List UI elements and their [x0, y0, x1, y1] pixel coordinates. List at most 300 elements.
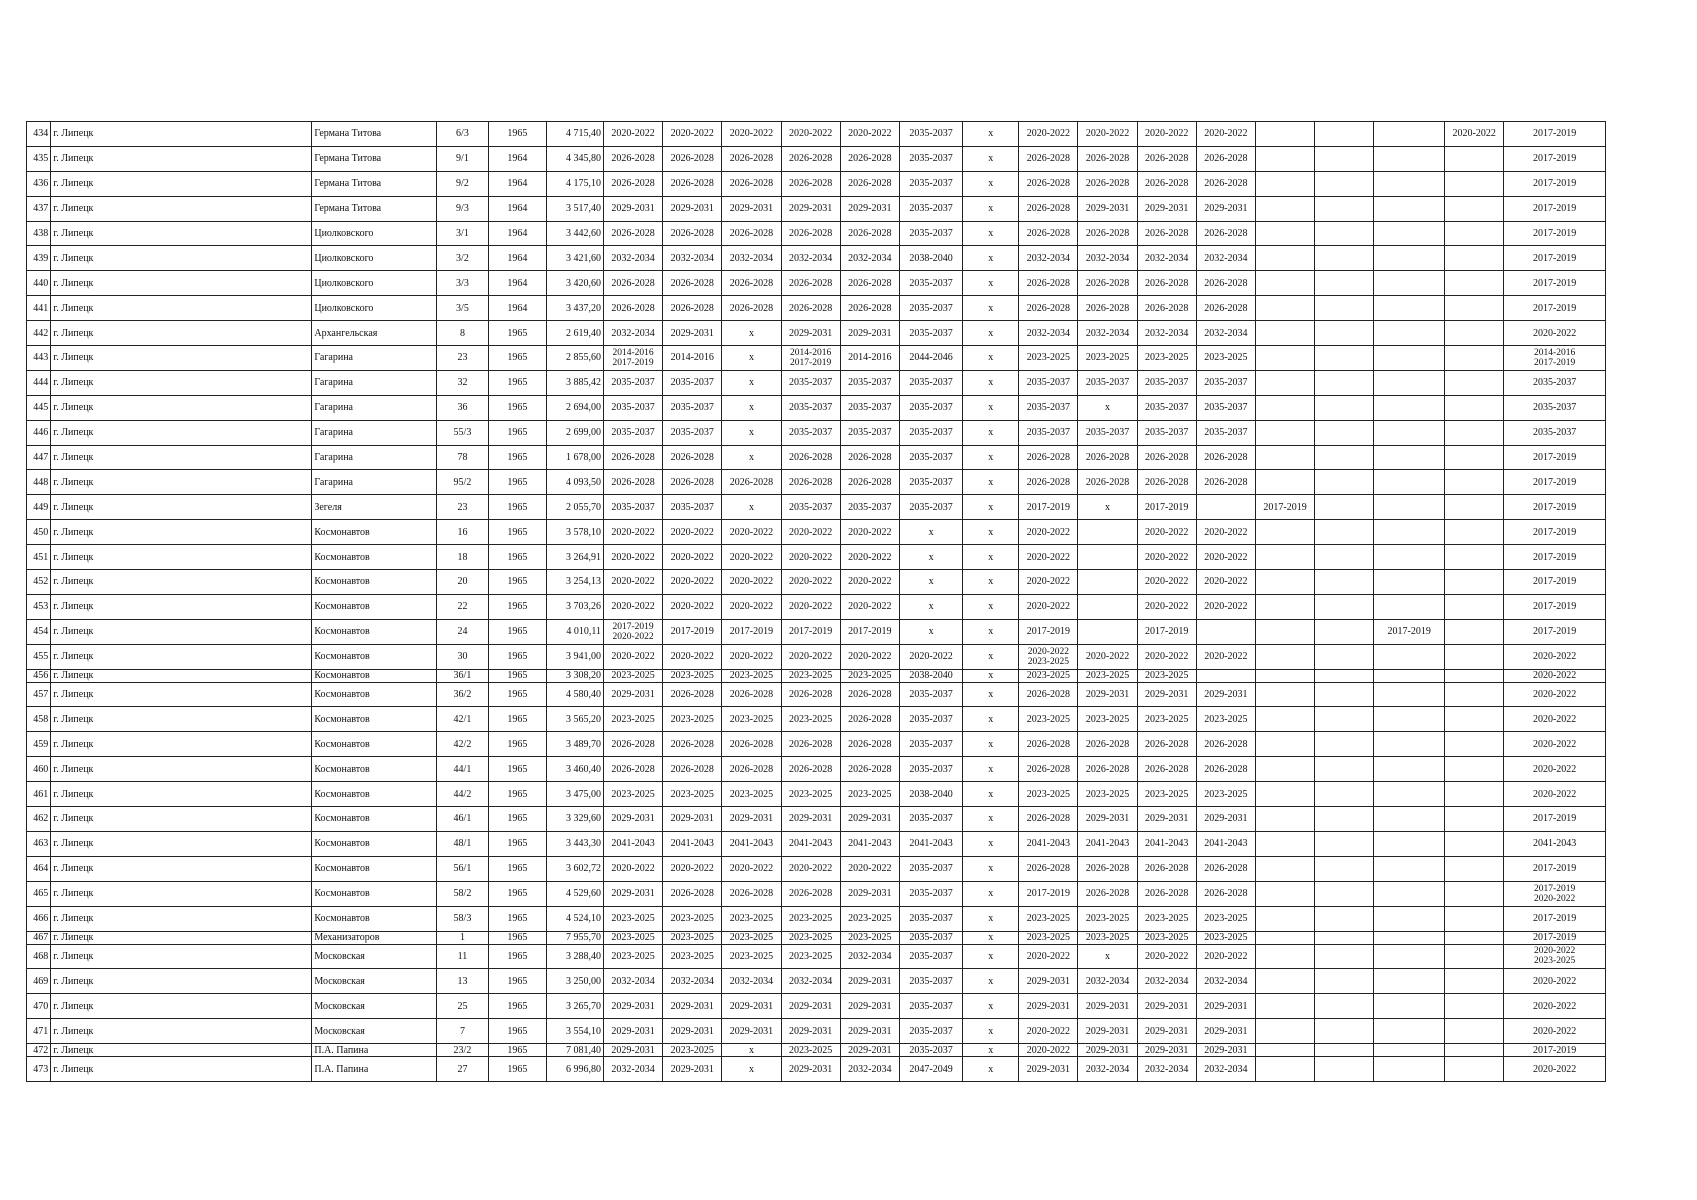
period-cell — [1445, 370, 1504, 395]
house-number-cell: 8 — [437, 321, 489, 346]
period-cell — [1445, 994, 1504, 1019]
area-cell: 3 288,40 — [546, 944, 603, 969]
house-number-cell: 3/1 — [437, 221, 489, 246]
period-cell: х — [1078, 944, 1137, 969]
area-cell: 3 554,10 — [546, 1019, 603, 1044]
period-cell — [1445, 445, 1504, 470]
house-number-cell: 42/1 — [437, 707, 489, 732]
period-cell — [1315, 707, 1374, 732]
period-cell: 2023-2025 — [663, 782, 722, 807]
period-cell: 2026-2028 — [663, 682, 722, 707]
period-cell: 2047-2049 — [899, 1057, 962, 1082]
area-cell: 4 580,40 — [546, 682, 603, 707]
build-year-cell: 1965 — [488, 1019, 546, 1044]
street-cell: Германа Титова — [312, 122, 437, 147]
period-cell: 2029-2031 — [1137, 807, 1196, 832]
row-number-cell: 459 — [27, 732, 51, 757]
build-year-cell: 1964 — [488, 271, 546, 296]
period-cell: 2026-2028 — [1019, 807, 1078, 832]
street-cell: Циолковского — [312, 221, 437, 246]
period-cell: х — [722, 321, 781, 346]
build-year-cell: 1964 — [488, 171, 546, 196]
row-number-cell: 440 — [27, 271, 51, 296]
period-cell: 2035-2037 — [840, 395, 899, 420]
period-cell — [1374, 831, 1445, 856]
row-number-cell: 445 — [27, 395, 51, 420]
area-cell: 3 442,60 — [546, 221, 603, 246]
period-cell — [1374, 420, 1445, 445]
period-cell: х — [963, 807, 1019, 832]
table-row — [27, 757, 1606, 782]
period-cell: 2020-2022 — [722, 122, 781, 147]
area-cell: 2 855,60 — [546, 346, 603, 371]
period-cell: х — [963, 682, 1019, 707]
row-number-cell: 469 — [27, 969, 51, 994]
period-cell: 2026-2028 — [604, 470, 663, 495]
period-cell: х — [899, 619, 962, 644]
build-year-cell: 1965 — [488, 669, 546, 682]
period-cell: 2041-2043 — [1078, 831, 1137, 856]
period-cell: 2020-2022 — [1137, 520, 1196, 545]
street-cell: Космонавтов — [312, 881, 437, 906]
period-cell: 2026-2028 — [1078, 470, 1137, 495]
period-cell — [1315, 171, 1374, 196]
period-cell: 2029-2031 — [1137, 1044, 1196, 1057]
period-cell: 2041-2043 — [1504, 831, 1606, 856]
period-cell: 2029-2031 — [604, 994, 663, 1019]
period-cell — [1315, 321, 1374, 346]
table-row — [27, 881, 1606, 906]
row-number-cell: 451 — [27, 545, 51, 570]
period-cell: 2017-2019 — [1137, 495, 1196, 520]
area-cell: 3 460,40 — [546, 757, 603, 782]
period-cell — [1374, 122, 1445, 147]
period-cell — [1374, 495, 1445, 520]
period-cell: 2020-2022 — [781, 570, 840, 595]
period-cell: 2026-2028 — [840, 146, 899, 171]
period-cell: 2020-2022 — [1504, 732, 1606, 757]
period-cell: х — [963, 732, 1019, 757]
row-number-cell: 441 — [27, 296, 51, 321]
period-cell: 2017-2019 2020-2022 — [604, 619, 663, 644]
build-year-cell: 1965 — [488, 370, 546, 395]
period-cell — [1374, 994, 1445, 1019]
house-number-cell: 78 — [437, 445, 489, 470]
period-cell: 2035-2037 — [781, 395, 840, 420]
house-number-cell: 18 — [437, 545, 489, 570]
period-cell: 2029-2031 — [1137, 1019, 1196, 1044]
table-row — [27, 944, 1606, 969]
period-cell: 2020-2022 — [604, 594, 663, 619]
period-cell: х — [963, 969, 1019, 994]
table-row — [27, 370, 1606, 395]
period-cell: х — [963, 931, 1019, 944]
period-cell: 2026-2028 — [1137, 271, 1196, 296]
period-cell — [1374, 370, 1445, 395]
period-cell: 2026-2028 — [781, 221, 840, 246]
period-cell — [1315, 221, 1374, 246]
period-cell — [1374, 969, 1445, 994]
street-cell: Космонавтов — [312, 906, 437, 931]
period-cell: 2041-2043 — [1019, 831, 1078, 856]
house-number-cell: 16 — [437, 520, 489, 545]
row-number-cell: 452 — [27, 570, 51, 595]
period-cell: 2026-2028 — [1196, 856, 1255, 881]
period-cell: х — [722, 1057, 781, 1082]
period-cell: 2026-2028 — [1078, 757, 1137, 782]
build-year-cell: 1965 — [488, 445, 546, 470]
period-cell — [1315, 271, 1374, 296]
period-cell: х — [963, 570, 1019, 595]
period-cell — [1255, 931, 1314, 944]
city-cell: г. Липецк — [51, 994, 312, 1019]
period-cell: 2026-2028 — [663, 296, 722, 321]
period-cell: 2023-2025 — [663, 931, 722, 944]
table-row — [27, 906, 1606, 931]
row-number-cell: 471 — [27, 1019, 51, 1044]
period-cell — [1315, 1057, 1374, 1082]
period-cell: х — [963, 346, 1019, 371]
period-cell: 2020-2022 — [722, 545, 781, 570]
period-cell: 2029-2031 — [1078, 1044, 1137, 1057]
period-cell: 2023-2025 — [663, 1044, 722, 1057]
period-cell — [1374, 570, 1445, 595]
house-number-cell: 23 — [437, 495, 489, 520]
area-cell: 3 437,20 — [546, 296, 603, 321]
area-cell: 6 996,80 — [546, 1057, 603, 1082]
period-cell — [1445, 271, 1504, 296]
period-cell — [1255, 570, 1314, 595]
period-cell: 2023-2025 — [604, 669, 663, 682]
period-cell: 2023-2025 — [1019, 906, 1078, 931]
period-cell: 2026-2028 — [604, 171, 663, 196]
period-cell — [1315, 445, 1374, 470]
table-row — [27, 420, 1606, 445]
period-cell — [1445, 520, 1504, 545]
build-year-cell: 1965 — [488, 594, 546, 619]
build-year-cell: 1965 — [488, 520, 546, 545]
row-number-cell: 460 — [27, 757, 51, 782]
period-cell: 2029-2031 — [1019, 994, 1078, 1019]
period-cell: 2026-2028 — [1137, 470, 1196, 495]
area-cell: 2 694,00 — [546, 395, 603, 420]
period-cell: 2032-2034 — [840, 246, 899, 271]
period-cell: 2035-2037 — [899, 171, 962, 196]
table-row — [27, 594, 1606, 619]
period-cell — [1255, 757, 1314, 782]
period-cell: 2026-2028 — [1019, 221, 1078, 246]
period-cell: 2041-2043 — [604, 831, 663, 856]
house-number-cell: 9/3 — [437, 196, 489, 221]
area-cell: 2 699,00 — [546, 420, 603, 445]
area-cell: 1 678,00 — [546, 445, 603, 470]
period-cell: 2026-2028 — [781, 881, 840, 906]
row-number-cell: 472 — [27, 1044, 51, 1057]
period-cell: 2020-2022 — [722, 594, 781, 619]
period-cell — [1374, 732, 1445, 757]
period-cell: 2023-2025 — [1078, 906, 1137, 931]
period-cell: 2035-2037 — [899, 944, 962, 969]
period-cell: х — [963, 669, 1019, 682]
period-cell — [1374, 196, 1445, 221]
period-cell — [1445, 644, 1504, 669]
period-cell — [1445, 171, 1504, 196]
period-cell — [1445, 296, 1504, 321]
period-cell: 2023-2025 — [604, 707, 663, 732]
period-cell: 2026-2028 — [1196, 470, 1255, 495]
period-cell: 2023-2025 — [604, 944, 663, 969]
period-cell — [1315, 931, 1374, 944]
period-cell: 2026-2028 — [1019, 470, 1078, 495]
period-cell — [1445, 881, 1504, 906]
period-cell: 2023-2025 — [840, 669, 899, 682]
city-cell: г. Липецк — [51, 271, 312, 296]
table-row — [27, 1044, 1606, 1057]
period-cell: 2026-2028 — [1019, 171, 1078, 196]
period-cell — [1255, 420, 1314, 445]
area-cell: 3 329,60 — [546, 807, 603, 832]
city-cell: г. Липецк — [51, 370, 312, 395]
period-cell — [1374, 944, 1445, 969]
period-cell: 2026-2028 — [1137, 171, 1196, 196]
table-row — [27, 807, 1606, 832]
street-cell: Космонавтов — [312, 757, 437, 782]
street-cell: Гагарина — [312, 346, 437, 371]
period-cell — [1255, 856, 1314, 881]
row-number-cell: 466 — [27, 906, 51, 931]
city-cell: г. Липецк — [51, 445, 312, 470]
period-cell — [1374, 470, 1445, 495]
period-cell: 2026-2028 — [604, 296, 663, 321]
period-cell: 2020-2022 — [781, 520, 840, 545]
period-cell: 2023-2025 — [1019, 707, 1078, 732]
row-number-cell: 442 — [27, 321, 51, 346]
house-number-cell: 55/3 — [437, 420, 489, 445]
build-year-cell: 1965 — [488, 969, 546, 994]
period-cell: 2020-2022 — [1196, 570, 1255, 595]
period-cell — [1445, 1057, 1504, 1082]
period-cell: 2023-2025 — [840, 906, 899, 931]
period-cell: 2023-2025 — [1078, 931, 1137, 944]
period-cell: 2035-2037 — [840, 495, 899, 520]
period-cell: 2029-2031 — [663, 1057, 722, 1082]
period-cell: 2020-2022 — [1504, 707, 1606, 732]
period-cell: 2020-2022 — [722, 856, 781, 881]
build-year-cell: 1965 — [488, 420, 546, 445]
period-cell: 2038-2040 — [899, 669, 962, 682]
city-cell: г. Липецк — [51, 881, 312, 906]
table-row — [27, 520, 1606, 545]
row-number-cell: 470 — [27, 994, 51, 1019]
period-cell — [1255, 881, 1314, 906]
period-cell: 2020-2022 — [840, 545, 899, 570]
period-cell: 2026-2028 — [1196, 296, 1255, 321]
period-cell: 2026-2028 — [604, 732, 663, 757]
period-cell: 2035-2037 — [899, 906, 962, 931]
area-cell: 4 715,40 — [546, 122, 603, 147]
period-cell: 2032-2034 — [1137, 321, 1196, 346]
period-cell: 2023-2025 — [604, 782, 663, 807]
period-cell: 2032-2034 — [604, 321, 663, 346]
period-cell: 2035-2037 — [1019, 370, 1078, 395]
period-cell — [1078, 520, 1137, 545]
street-cell: Гагарина — [312, 445, 437, 470]
period-cell — [1445, 495, 1504, 520]
period-cell: 2020-2022 — [663, 570, 722, 595]
row-number-cell: 461 — [27, 782, 51, 807]
period-cell: 2020-2022 — [604, 122, 663, 147]
period-cell: х — [963, 171, 1019, 196]
house-number-cell: 58/3 — [437, 906, 489, 931]
period-cell: 2020-2022 — [1504, 669, 1606, 682]
period-cell: 2023-2025 — [604, 931, 663, 944]
city-cell: г. Липецк — [51, 619, 312, 644]
period-cell — [1315, 994, 1374, 1019]
table-row — [27, 619, 1606, 644]
period-cell — [1255, 296, 1314, 321]
period-cell: 2029-2031 — [1196, 1019, 1255, 1044]
table-row — [27, 570, 1606, 595]
period-cell: 2023-2025 — [722, 944, 781, 969]
period-cell: 2026-2028 — [1137, 445, 1196, 470]
period-cell — [1255, 246, 1314, 271]
period-cell: 2026-2028 — [1137, 296, 1196, 321]
period-cell — [1445, 669, 1504, 682]
build-year-cell: 1965 — [488, 682, 546, 707]
street-cell: Архангельская — [312, 321, 437, 346]
street-cell: Московская — [312, 969, 437, 994]
period-cell — [1374, 669, 1445, 682]
period-cell — [1374, 757, 1445, 782]
period-cell: 2026-2028 — [663, 881, 722, 906]
city-cell: г. Липецк — [51, 782, 312, 807]
period-cell: х — [963, 782, 1019, 807]
period-cell: 2026-2028 — [1019, 445, 1078, 470]
street-cell: Германа Титова — [312, 146, 437, 171]
street-cell: Космонавтов — [312, 831, 437, 856]
period-cell: 2017-2019 — [1255, 495, 1314, 520]
period-cell: 2020-2022 — [604, 520, 663, 545]
build-year-cell: 1965 — [488, 757, 546, 782]
period-cell: 2017-2019 — [1504, 570, 1606, 595]
period-cell: 2029-2031 — [840, 196, 899, 221]
street-cell: Циолковского — [312, 271, 437, 296]
period-cell: 2035-2037 — [1078, 420, 1137, 445]
period-cell — [1315, 881, 1374, 906]
period-cell: 2020-2022 — [1196, 944, 1255, 969]
period-cell: 2020-2022 — [1137, 570, 1196, 595]
period-cell: 2020-2022 2023-2025 — [1504, 944, 1606, 969]
period-cell: х — [1078, 495, 1137, 520]
period-cell: х — [963, 619, 1019, 644]
house-number-cell: 3/3 — [437, 271, 489, 296]
period-cell — [1315, 732, 1374, 757]
house-number-cell: 36/1 — [437, 669, 489, 682]
period-cell: 2026-2028 — [781, 470, 840, 495]
house-number-cell: 58/2 — [437, 881, 489, 906]
period-cell: 2020-2022 — [1504, 994, 1606, 1019]
period-cell: 2035-2037 — [604, 420, 663, 445]
period-cell: 2029-2031 — [781, 196, 840, 221]
house-number-cell: 1 — [437, 931, 489, 944]
period-cell: 2029-2031 — [1137, 994, 1196, 1019]
period-cell: 2023-2025 — [722, 931, 781, 944]
table-row — [27, 445, 1606, 470]
period-cell: 2035-2037 — [663, 495, 722, 520]
period-cell: 2029-2031 — [604, 682, 663, 707]
period-cell: х — [963, 495, 1019, 520]
period-cell — [1445, 969, 1504, 994]
period-cell — [1196, 669, 1255, 682]
build-year-cell: 1965 — [488, 782, 546, 807]
house-number-cell: 24 — [437, 619, 489, 644]
street-cell: Механизаторов — [312, 931, 437, 944]
area-cell: 2 619,40 — [546, 321, 603, 346]
house-number-cell: 9/2 — [437, 171, 489, 196]
period-cell: 2026-2028 — [840, 757, 899, 782]
period-cell: 2029-2031 — [604, 1019, 663, 1044]
city-cell: г. Липецк — [51, 520, 312, 545]
house-number-cell: 36 — [437, 395, 489, 420]
period-cell: 2035-2037 — [899, 757, 962, 782]
period-cell: 2035-2037 — [781, 370, 840, 395]
table-row — [27, 831, 1606, 856]
period-cell: 2035-2037 — [1504, 420, 1606, 445]
table-row — [27, 346, 1606, 371]
area-cell: 3 703,26 — [546, 594, 603, 619]
period-cell: 2017-2019 — [1137, 619, 1196, 644]
area-cell: 3 602,72 — [546, 856, 603, 881]
street-cell: П.А. Папина — [312, 1044, 437, 1057]
period-cell: 2035-2037 — [899, 296, 962, 321]
period-cell — [1374, 171, 1445, 196]
period-cell: 2038-2040 — [899, 246, 962, 271]
period-cell: 2020-2022 — [1504, 782, 1606, 807]
city-cell: г. Липецк — [51, 732, 312, 757]
period-cell — [1374, 271, 1445, 296]
table-body — [27, 122, 1606, 1082]
period-cell: 2026-2028 — [722, 682, 781, 707]
period-cell: 2029-2031 — [840, 321, 899, 346]
period-cell: х — [1078, 395, 1137, 420]
area-cell: 2 055,70 — [546, 495, 603, 520]
row-number-cell: 457 — [27, 682, 51, 707]
table-row — [27, 470, 1606, 495]
period-cell — [1315, 395, 1374, 420]
period-cell: х — [963, 122, 1019, 147]
period-cell: 2026-2028 — [1078, 271, 1137, 296]
row-number-cell: 467 — [27, 931, 51, 944]
period-cell: 2026-2028 — [604, 757, 663, 782]
period-cell: 2020-2022 — [1137, 644, 1196, 669]
period-cell: х — [722, 346, 781, 371]
period-cell — [1315, 969, 1374, 994]
period-cell: х — [963, 1057, 1019, 1082]
period-cell — [1445, 944, 1504, 969]
period-cell: 2026-2028 — [1019, 757, 1078, 782]
area-cell: 4 175,10 — [546, 171, 603, 196]
street-cell: Гагарина — [312, 420, 437, 445]
period-cell — [1445, 831, 1504, 856]
period-cell: 2020-2022 — [604, 644, 663, 669]
period-cell: х — [722, 370, 781, 395]
period-cell: 2017-2019 — [1504, 122, 1606, 147]
house-number-cell: 25 — [437, 994, 489, 1019]
period-cell: 2032-2034 — [1196, 969, 1255, 994]
period-cell: 2017-2019 — [1504, 296, 1606, 321]
period-cell — [1255, 669, 1314, 682]
period-cell: 2020-2022 — [663, 520, 722, 545]
